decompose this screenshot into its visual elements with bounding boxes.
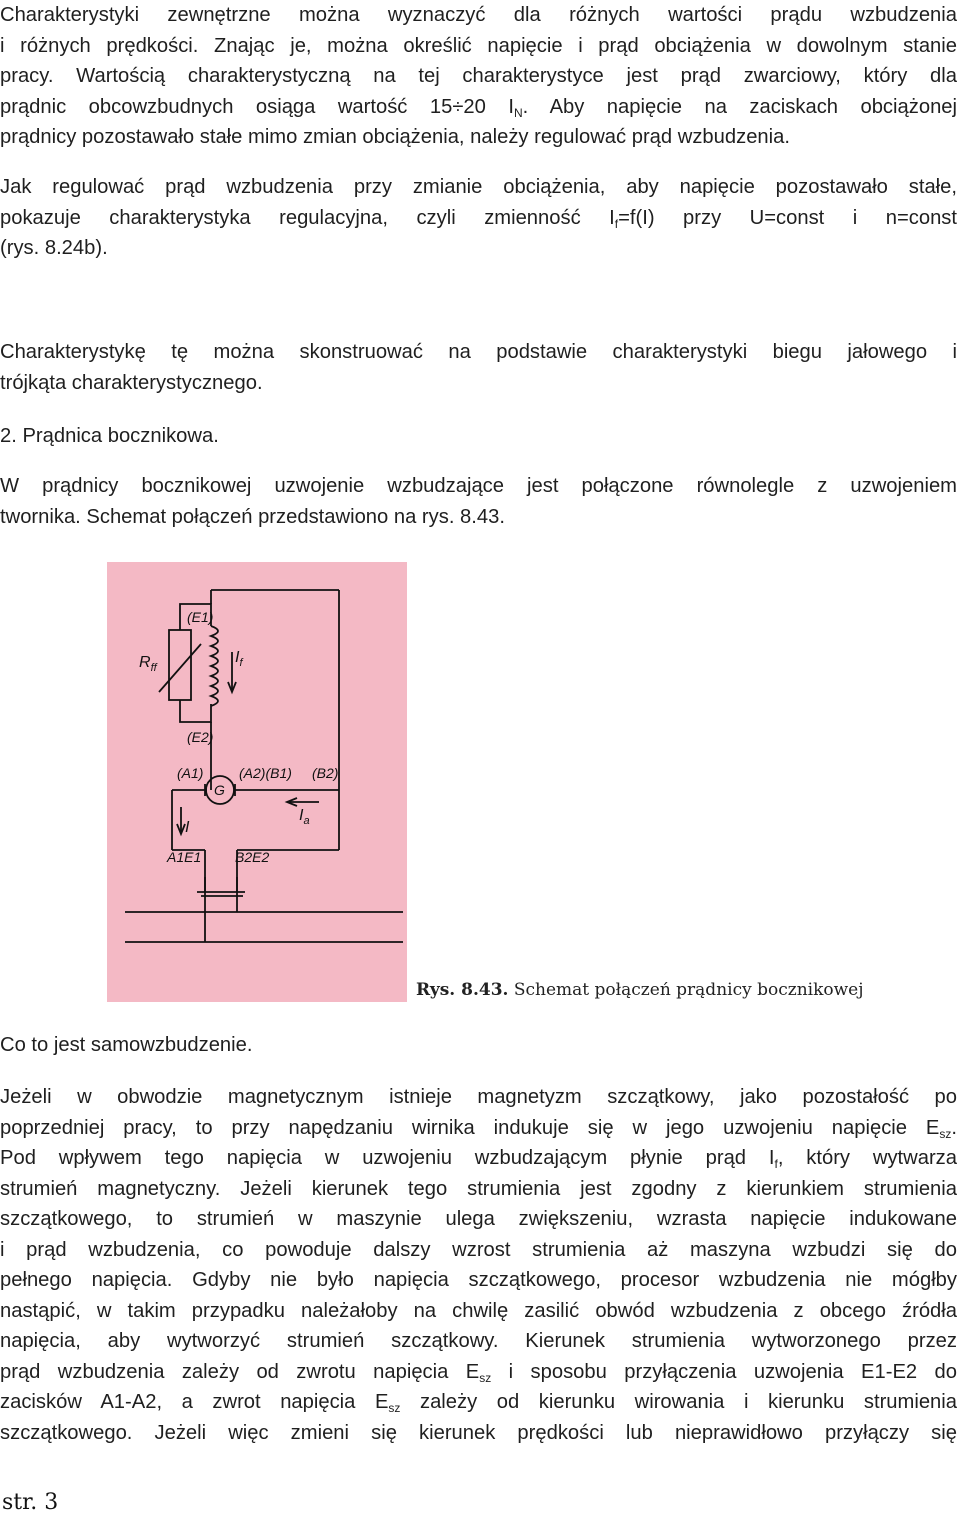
- text-span: pokazuje charakterystyka regulacyjna, czyli zmienność I: [0, 206, 615, 229]
- text-span: =f(I) przy U=const i n=const: [618, 206, 957, 229]
- paragraph-external-characteristics: [0, 0, 957, 153]
- label-ia: [299, 807, 310, 827]
- subscript: f: [774, 1157, 778, 1171]
- label-i: I: [185, 819, 190, 836]
- label-a1e1: A1E1: [167, 849, 202, 865]
- text-line: strumień magnetyczny. Jeżeli kierunek tego strumienia jest zgodny z kierunkiem strumienia: [0, 1177, 957, 1200]
- subscript: f: [614, 216, 619, 231]
- text-line: pełnego napięcia. Gdyby nie było napięcia szczątkowego, procesor wzbudzenia nie mógłby: [0, 1269, 957, 1291]
- label-if-main: I: [235, 649, 240, 666]
- text-line: Charakterystykę tę można skonstruować na podstawie charakterystyki biegu jałowego i: [0, 341, 957, 363]
- text-span: zacisków A1-A2, a zwrot napięcia E: [0, 1391, 389, 1413]
- text-line: twornika. Schemat połączeń przedstawiono na rys. 8.43.: [0, 505, 505, 528]
- text-line: Jak regulować prąd wzbudzenia przy zmianie obciążenia, aby napięcie pozostawało stałe,: [0, 176, 957, 198]
- label-g: G: [214, 782, 225, 798]
- text-line: pracy. Wartością charakterystyczną na tej charakterystyce jest prąd zwarciowy, który dla: [0, 65, 957, 87]
- label-if-sub: f: [239, 657, 243, 669]
- paragraph-construction: [0, 337, 957, 398]
- label-rff-main: R: [139, 654, 151, 671]
- shunt-generator-schematic: [107, 562, 407, 1002]
- label-b2: (B2): [312, 765, 339, 781]
- text-span: prądnic obcowzbudnych osiąga wartość 15÷20 I: [0, 95, 514, 118]
- text-span: zależy od kierunku wirowania i kierunku strumienia: [400, 1391, 957, 1413]
- text-span: i sposobu przyłączenia uzwojenia E1-E2 do: [491, 1360, 957, 1383]
- text-span: , który wytwarza: [777, 1147, 957, 1169]
- text-line: [0, 92, 957, 123]
- text-line: [0, 1387, 957, 1418]
- text-line: [0, 1143, 957, 1174]
- section-heading: 2. Prądnica bocznikowa.: [0, 425, 219, 447]
- text-span: . Aby napięcie na zaciskach obciążonej: [522, 95, 958, 118]
- text-line: W prądnicy bocznikowej uzwojenie wzbudzające jest połączone równolegle z uzwojeniem: [0, 475, 957, 497]
- label-if: [235, 649, 243, 669]
- text-line: [0, 1357, 957, 1388]
- paragraph-regulation-characteristic: [0, 172, 957, 264]
- label-ia-main: I: [299, 807, 304, 824]
- subscript: N: [513, 105, 523, 120]
- text-line: prądnicy pozostawało stałe mimo zmian obciążenia, należy regulować prąd wzbudzenia.: [0, 126, 790, 148]
- text-span: poprzedniej pracy, to przy napędzaniu wirnika indukuje się w jego uzwojeniu napięcie E: [0, 1116, 940, 1139]
- text-line: i prąd wzbudzenia, co powoduje dalszy wzrost strumienia aż maszyna wzbudzi się do: [0, 1238, 957, 1261]
- text-line: i różnych prędkości. Znając je, można określić napięcie i prąd obciążenia w dowolnym stanie: [0, 34, 957, 57]
- subscript: sz: [388, 1401, 401, 1415]
- label-e2: (E2): [187, 729, 214, 745]
- label-a1: (A1): [177, 765, 204, 781]
- text-line: (rys. 8.24b).: [0, 237, 108, 259]
- figure-caption: [416, 980, 864, 1000]
- text-span: .: [951, 1116, 957, 1139]
- label-rff: [139, 654, 158, 674]
- subscript: sz: [479, 1370, 492, 1385]
- text-line: szczątkowego. Jeżeli więc zmieni się kierunek prędkości lub nieprawidłowo przyłączy się: [0, 1421, 957, 1444]
- caption-text: Schemat połączeń prądnicy bocznikowej: [513, 980, 864, 1000]
- text-line: [0, 203, 957, 234]
- label-a2b1: (A2)(B1): [239, 765, 292, 781]
- circuit-diagram-figure: [107, 562, 407, 1002]
- subscript: sz: [939, 1126, 952, 1141]
- text-line: szczątkowego, to strumień w maszynie ulega zwiększeniu, wzrasta napięcie indukowane: [0, 1208, 957, 1230]
- label-rff-sub: ff: [150, 662, 157, 674]
- text-line: nastąpić, w takim przypadku należałoby na chwilę zasilić obwód wzbudzenia z obcego źródła: [0, 1299, 957, 1322]
- text-line: [0, 1113, 957, 1144]
- text-span: Pod wpływem tego napięcia w uzwojeniu wzbudzającym płynie prąd I: [0, 1147, 775, 1169]
- label-b2e2: B2E2: [235, 849, 270, 865]
- section-heading: Co to jest samowzbudzenie.: [0, 1034, 253, 1056]
- page-number: str. 3: [2, 1490, 59, 1515]
- label-e1: (E1): [187, 609, 214, 625]
- text-span: prąd wzbudzenia zależy od zwrotu napięcia E: [0, 1360, 480, 1383]
- text-line: Charakterystyki zewnętrzne można wyznaczyć dla różnych wartości prądu wzbudzenia: [0, 4, 957, 26]
- paragraph-shunt-generator: [0, 471, 957, 532]
- label-ia-sub: a: [303, 815, 310, 827]
- text-line: napięcia, aby wytworzyć strumień szczątkowy. Kierunek strumienia wytworzonego przez: [0, 1330, 957, 1352]
- text-line: trójkąta charakterystycznego.: [0, 371, 263, 394]
- paragraph-self-excitation: [0, 1082, 957, 1448]
- text-line: Jeżeli w obwodzie magnetycznym istnieje magnetyzm szczątkowy, jako pozostałość po: [0, 1086, 957, 1108]
- caption-number: Rys. 8.43.: [416, 980, 509, 1000]
